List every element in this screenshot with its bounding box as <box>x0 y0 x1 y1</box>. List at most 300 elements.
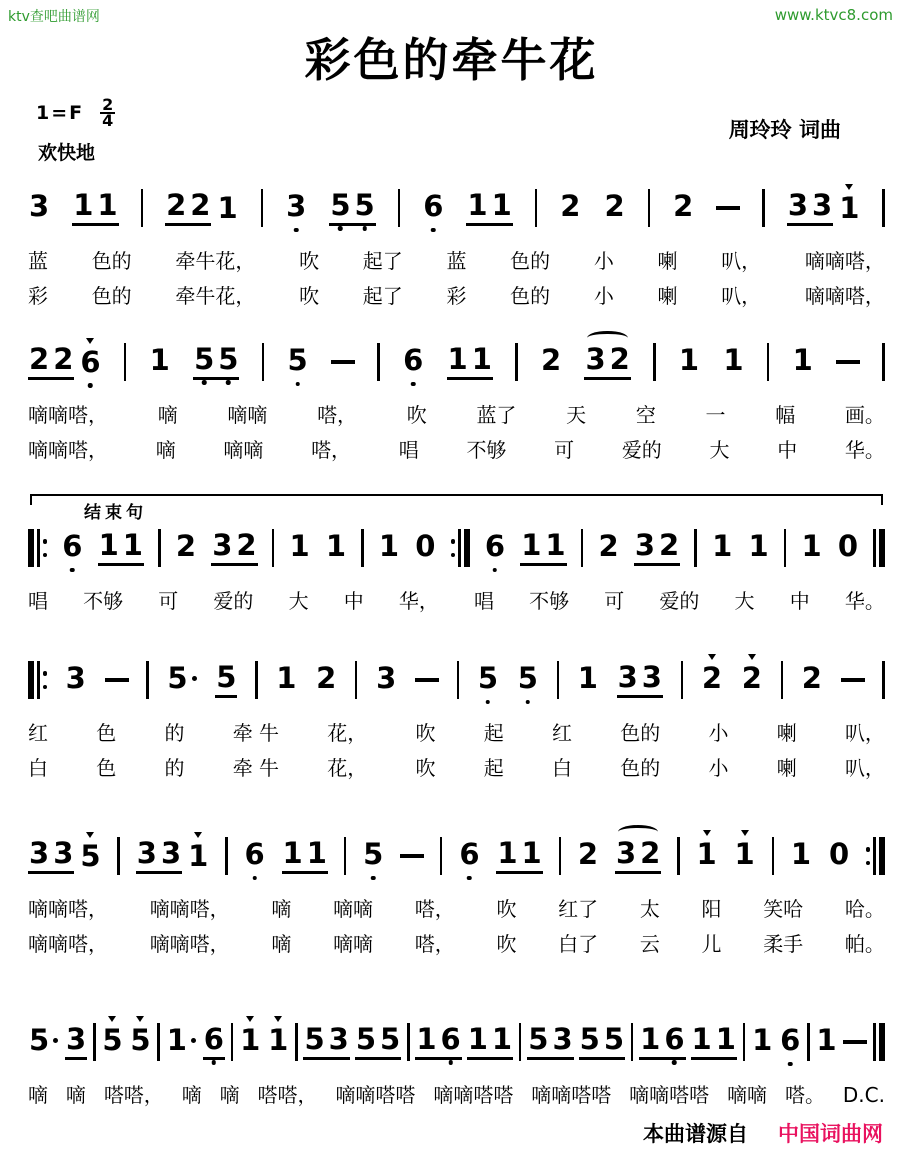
lyric-syllable: 一 <box>705 403 726 427</box>
dash-line <box>105 678 129 683</box>
lyric-syllable: 不够 <box>466 438 507 462</box>
bar-thin <box>361 529 364 567</box>
notes <box>28 189 50 224</box>
bar-thin <box>807 1023 810 1061</box>
note-digit: 5 <box>354 187 375 222</box>
music-line <box>28 494 885 613</box>
note-group <box>375 661 397 696</box>
lyric-syllable: 不够 <box>529 589 570 613</box>
note-group <box>415 1021 513 1060</box>
bar-thin <box>262 343 265 381</box>
note-digit: 5 <box>194 341 215 376</box>
note <box>53 341 74 376</box>
barline <box>231 1023 234 1061</box>
bar-thin <box>873 1023 876 1061</box>
key-signature: 1=F <box>36 102 85 125</box>
time-signature-top: 2 <box>102 95 114 114</box>
lyric-syllable: 色 <box>96 756 117 780</box>
bar-thin <box>515 343 518 381</box>
notes <box>375 661 397 696</box>
octave-up-dot <box>708 654 716 660</box>
note <box>579 1021 600 1056</box>
barline <box>141 189 144 227</box>
note-digit: 3 <box>641 659 662 694</box>
barline <box>677 837 680 875</box>
note <box>640 1021 661 1056</box>
note <box>634 527 655 562</box>
octave-up-dot <box>274 1016 282 1022</box>
lyrics-row <box>28 245 885 273</box>
note-group <box>215 659 237 698</box>
note-digit: 5 <box>29 1023 50 1057</box>
notes <box>792 343 814 378</box>
lyric-syllable: 吹 <box>415 721 436 745</box>
note-digit: 3 <box>787 187 808 222</box>
bar-thin <box>255 661 258 699</box>
lyric-syllable: 天 <box>566 403 587 427</box>
note-group <box>597 529 619 564</box>
note <box>29 189 50 223</box>
lyric-syllable: 花， <box>327 721 368 745</box>
octave-down-dot <box>788 1062 793 1067</box>
lyric-syllable: 色的 <box>91 284 132 308</box>
note-group <box>828 837 850 872</box>
lyric-syllable: 嘀嘀嗒， <box>28 403 108 427</box>
notes <box>828 837 850 872</box>
note <box>440 1021 461 1056</box>
barline <box>361 529 364 567</box>
beamed-notes <box>65 1021 87 1060</box>
note-group <box>837 529 859 564</box>
note <box>330 187 351 222</box>
note <box>276 661 297 695</box>
note <box>97 187 118 222</box>
note-group <box>65 1021 87 1060</box>
note <box>801 661 822 695</box>
music-line <box>28 826 885 956</box>
note-group <box>166 1023 197 1058</box>
note-digit: 1 <box>289 529 310 563</box>
lyrics-row <box>28 399 885 427</box>
lyric-syllable: 爱的 <box>659 589 700 613</box>
barline <box>515 343 518 381</box>
note-digit: 5 <box>330 187 351 222</box>
beamed-notes <box>215 659 237 698</box>
note-group <box>639 1021 737 1060</box>
note-group <box>458 837 480 872</box>
lyric-syllable: 嗒， <box>317 403 358 427</box>
beamed-notes <box>165 187 211 226</box>
barline <box>295 1023 298 1061</box>
lyric-syllable: 起了 <box>362 249 403 273</box>
note-digit: 6 <box>440 1021 461 1056</box>
note-digit: 1 <box>748 529 769 563</box>
note-group <box>477 661 499 696</box>
barline <box>124 343 127 381</box>
octave-down-dot <box>88 383 93 388</box>
notes <box>285 189 307 224</box>
note-group <box>98 527 144 566</box>
note <box>380 1021 401 1056</box>
beamed-notes <box>303 1021 349 1060</box>
bar-thin <box>231 1023 234 1061</box>
lyric-syllable: 叭， <box>844 756 885 780</box>
site-name-link[interactable]: ktv查吧曲谱网 <box>8 9 100 25</box>
lyric-syllable: 嘀嘀嗒， <box>28 897 108 921</box>
lyric-syllable: 嘀嘀嗒嗒 <box>531 1083 612 1107</box>
rest-note <box>837 529 859 563</box>
bar-thin <box>677 837 680 875</box>
lyric-syllable: 牵牛花， <box>175 284 256 308</box>
bar-thin <box>519 1023 522 1061</box>
note-digit: 6 <box>459 837 480 871</box>
octave-up-dot <box>108 1016 116 1022</box>
augmentation-dot <box>192 676 197 681</box>
bar-thick <box>28 661 34 699</box>
bar-thin <box>762 189 765 227</box>
note-group <box>584 341 630 380</box>
notes <box>517 661 539 696</box>
lyric-syllable: 小 <box>708 756 729 780</box>
notes <box>315 661 337 696</box>
note <box>491 1021 513 1056</box>
lyric-syllable: 喇 <box>657 284 678 308</box>
note-digit: 1 <box>816 1023 837 1057</box>
barline <box>440 837 443 875</box>
octave-down-dot <box>226 380 231 385</box>
notes <box>815 1023 837 1058</box>
lyric-syllable: 唱 <box>28 589 48 613</box>
barline <box>807 1023 810 1061</box>
barline <box>781 661 784 699</box>
notes <box>577 837 599 872</box>
note <box>212 527 233 562</box>
ending-section-label: 结束句 <box>84 503 147 523</box>
note-digit: 3 <box>552 1021 573 1056</box>
note <box>691 1021 712 1056</box>
beamed-notes <box>520 527 566 566</box>
bar-thick <box>464 529 470 567</box>
barline <box>146 661 149 699</box>
note-group <box>790 837 812 872</box>
notes <box>239 1023 261 1058</box>
lyric-syllable: 帕。 <box>844 932 885 956</box>
note-digit: 1 <box>792 343 813 377</box>
note-group <box>496 835 542 874</box>
note-digit: 5 <box>102 1023 123 1057</box>
notes <box>734 837 756 872</box>
octave-down-dot <box>202 380 207 385</box>
repeat-start <box>28 661 47 699</box>
bar-thin <box>581 529 584 567</box>
note-digit: 3 <box>53 835 74 870</box>
notes <box>838 190 860 226</box>
lyric-syllable: 嘀嘀 <box>227 403 268 427</box>
lyric-syllable: 不够 <box>83 589 124 613</box>
notes <box>244 837 266 872</box>
note <box>517 661 538 695</box>
lyric-syllable: 色 <box>96 721 117 745</box>
note-digit: 6 <box>423 189 444 223</box>
lyric-syllable: 儿 <box>701 932 722 956</box>
lyric-syllable: 嘀 <box>271 897 292 921</box>
bar-thin <box>458 529 461 567</box>
note-digit: 3 <box>66 1021 87 1056</box>
note <box>491 187 512 222</box>
lyrics-row <box>28 717 885 745</box>
note-group <box>282 835 328 874</box>
barline <box>557 661 560 699</box>
octave-down-dot <box>467 876 472 881</box>
note <box>723 343 744 377</box>
note <box>673 189 694 223</box>
note <box>65 661 86 695</box>
octave-down-dot <box>486 700 491 705</box>
note <box>98 527 119 562</box>
note <box>780 1023 801 1057</box>
lyric-syllable: 起 <box>483 721 504 745</box>
note-group <box>149 343 171 378</box>
notes <box>267 1023 289 1058</box>
note-digit: 1 <box>752 1023 773 1057</box>
beamed-notes <box>28 835 74 874</box>
note-group <box>315 661 337 696</box>
note <box>218 341 239 376</box>
notes <box>751 1023 773 1058</box>
note-group <box>615 835 661 874</box>
note-digit: 2 <box>175 529 196 563</box>
note-digit: 2 <box>540 343 562 377</box>
note <box>598 529 619 563</box>
note <box>545 527 566 562</box>
note-group <box>466 187 512 226</box>
repeat-dots <box>43 661 48 699</box>
bar-thin <box>694 529 697 567</box>
note-group <box>303 1021 401 1060</box>
note <box>560 189 581 223</box>
note-group <box>527 1021 625 1060</box>
music-line <box>28 1012 885 1107</box>
beamed-notes <box>467 1021 513 1060</box>
note-digit: 1 <box>268 1023 289 1057</box>
lyric-syllable: 嘀嘀嗒， <box>804 284 885 308</box>
octave-up-dot <box>86 832 94 838</box>
notes <box>175 529 197 564</box>
lyric-syllable: 嘀 <box>219 1083 240 1107</box>
note-group <box>267 1023 289 1058</box>
note-digit: 1 <box>521 527 542 562</box>
note <box>423 189 444 223</box>
time-signature-bottom: 4 <box>102 111 114 131</box>
lyric-syllable: 中 <box>343 589 364 613</box>
note <box>787 187 808 222</box>
time-signature <box>100 95 115 131</box>
notes <box>362 837 384 872</box>
note <box>585 341 606 376</box>
beamed-notes <box>584 341 630 380</box>
note-digit: 1 <box>497 835 518 870</box>
lyric-syllable: 喇 <box>776 721 797 745</box>
bar-thin <box>743 1023 746 1061</box>
note-group <box>136 835 210 874</box>
lyrics-row <box>28 280 885 308</box>
note-group <box>779 1023 801 1058</box>
note-group <box>696 837 718 872</box>
note <box>615 835 637 870</box>
tempo-marking: 欢快地 <box>38 142 96 164</box>
beamed-notes <box>355 1021 401 1060</box>
note-digit: 1 <box>640 1021 661 1056</box>
lyric-syllable: 爱的 <box>621 438 662 462</box>
note <box>188 838 209 873</box>
note-group <box>193 341 239 380</box>
octave-down-dot <box>526 700 531 705</box>
bar-thin <box>681 661 684 699</box>
note-digit: 1 <box>545 527 566 562</box>
bar-thin <box>37 529 40 567</box>
lyric-syllable: 牵牛花， <box>175 249 256 273</box>
beamed-notes <box>617 659 663 698</box>
lyric-syllable: 阳 <box>701 897 722 921</box>
note-digit: 1 <box>73 187 94 222</box>
barline <box>653 343 656 381</box>
note-group <box>722 343 744 378</box>
augmentation-dot <box>191 1038 196 1043</box>
octave-down-dot <box>448 1060 453 1065</box>
note-group <box>520 527 566 566</box>
site-url-link[interactable]: www.ktvc8.com <box>774 6 893 24</box>
barline <box>398 189 401 227</box>
note <box>304 1021 325 1056</box>
dot <box>43 671 48 676</box>
source-credit <box>643 1118 883 1148</box>
note-group <box>792 343 814 378</box>
note-digit: 1 <box>217 190 238 225</box>
dash-line <box>331 360 355 365</box>
lyric-syllable: 太 <box>639 897 660 921</box>
rest-note <box>828 837 850 871</box>
lyric-syllable: 中 <box>789 589 810 613</box>
note-digit: 2 <box>577 837 599 871</box>
note-digit: 5 <box>477 661 499 695</box>
beamed-notes <box>634 527 680 566</box>
note-digit: 1 <box>378 529 400 563</box>
note-group <box>211 527 257 566</box>
note-digit: 1 <box>839 190 860 225</box>
beamed-notes <box>496 835 542 874</box>
note-digit: 0 <box>415 529 436 563</box>
note <box>130 1023 151 1057</box>
repeat-start <box>28 529 47 567</box>
barline <box>784 529 787 567</box>
note <box>217 190 238 225</box>
bar-thick <box>879 529 885 567</box>
note-digit: 1 <box>416 1021 437 1056</box>
notation-row <box>28 332 885 392</box>
note-digit: 3 <box>328 1021 349 1056</box>
lyric-syllable: 大 <box>734 589 755 613</box>
bar-thin <box>37 661 40 699</box>
lyric-syllable: 红 <box>28 721 48 745</box>
repeat-end <box>866 837 885 875</box>
lyric-syllable: 蓝 <box>446 249 467 273</box>
note-group <box>203 1021 225 1060</box>
lyric-syllable: 大 <box>288 589 309 613</box>
lyrics-row <box>28 928 885 956</box>
barline <box>262 343 265 381</box>
music-line <box>28 178 885 308</box>
barline <box>225 837 228 875</box>
lyric-syllable: 白 <box>28 756 48 780</box>
note-digit: 3 <box>29 189 50 223</box>
note-group <box>815 1023 837 1058</box>
bar-thin <box>873 837 876 875</box>
notation-row <box>28 1012 885 1072</box>
note <box>316 661 337 695</box>
note-digit: 6 <box>403 343 424 377</box>
note-group <box>28 1023 59 1058</box>
ending-bracket <box>28 494 885 523</box>
lyric-syllable: 嘀嘀嗒， <box>149 932 230 956</box>
note-digit: 5 <box>130 1023 151 1057</box>
notes <box>711 529 733 564</box>
lyric-syllable: 小 <box>593 249 614 273</box>
dot <box>451 539 456 544</box>
note-group <box>414 529 436 564</box>
note-group <box>577 661 599 696</box>
lyric-syllable: 白了 <box>558 932 599 956</box>
note-digit: 5 <box>528 1021 549 1056</box>
note-group <box>734 837 756 872</box>
beamed-notes <box>527 1021 573 1060</box>
note <box>659 527 680 562</box>
note-digit: 1 <box>166 1023 187 1057</box>
lyric-syllable: 蓝 <box>28 249 48 273</box>
note <box>484 529 505 563</box>
notes <box>559 189 581 224</box>
repeat-dots <box>451 529 456 567</box>
note <box>678 343 700 377</box>
lyric-syllable: 画。 <box>844 403 885 427</box>
barline <box>882 189 885 227</box>
octave-down-dot <box>371 876 376 881</box>
lyric-syllable: 嘀嘀 <box>333 897 374 921</box>
barline <box>157 1023 160 1061</box>
lyric-syllable: 华。 <box>844 438 885 462</box>
barline <box>648 189 651 227</box>
note <box>715 1021 736 1056</box>
lyric-syllable: 云 <box>639 932 660 956</box>
notes <box>149 343 171 378</box>
note <box>53 835 74 870</box>
dash-line <box>836 360 860 365</box>
note <box>194 341 215 376</box>
bar-thin <box>225 837 228 875</box>
bar-thin <box>124 343 127 381</box>
barline <box>694 529 697 567</box>
source-site-link[interactable]: 中国词曲网 <box>778 1122 883 1146</box>
beamed-notes <box>466 187 512 226</box>
lyric-syllable: 嗒嗒， <box>103 1083 164 1107</box>
lyric-syllable: 可 <box>554 438 575 462</box>
notes <box>28 1023 59 1058</box>
notes <box>275 661 297 696</box>
repeat-dots <box>866 837 871 875</box>
note <box>282 835 303 870</box>
note-digit: 5 <box>218 341 239 376</box>
lyrics-row <box>28 1079 885 1107</box>
note-group <box>101 1023 123 1058</box>
